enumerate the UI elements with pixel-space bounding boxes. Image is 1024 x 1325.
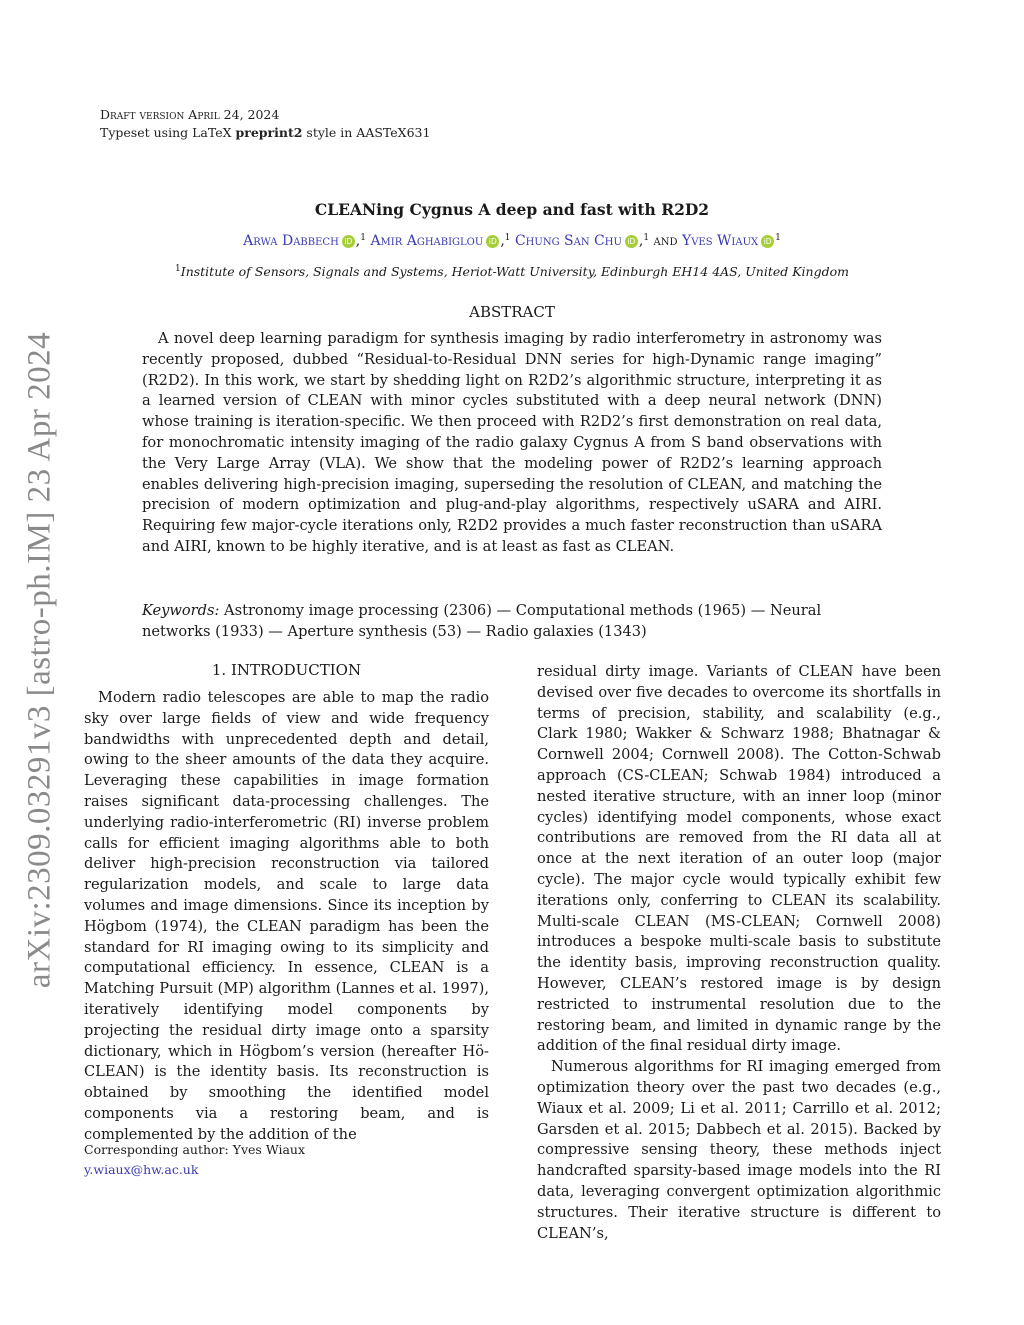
left-column	[84, 688, 489, 1146]
author-mark: 1	[360, 233, 366, 243]
header-meta	[100, 106, 430, 142]
intro-paragraph: residual dirty image. Variants of CLEAN have been devised over five decades to overcome its shortfalls in terms of precision, stability, and scalability (e.g., Clark 1980; Wakker & Schwarz 1988; Bhatnagar & Cornwell 2004; Cornwell 2008). The Cotton-Schwab approach (CS-CLEAN; Schwab 1984) introduced a nested iterative structure, with an inner loop (minor cycles) identifying model components, whose exact contributions are removed from the RI data all at once at the next iteration of an outer loop (major cycle). The major cycle would typically exhibit few iterations only, conferring to CLEAN its scalability. Multi-scale CLEAN (MS-CLEAN; Cornwell 2008) introduces a bespoke multi-scale basis to substitute the identity basis, improving reconstruction quality. However, CLEAN’s restored image is by design restricted to instrumental resolution due to the restoring beam, and limited in dynamic range by the addition of the final residual dirty image.	[537, 663, 941, 1055]
author-conjunction: and	[653, 233, 678, 249]
typeset-prefix: Typeset using	[100, 125, 193, 140]
author-name[interactable]: Amir Aghabiglou	[370, 233, 484, 249]
intro-paragraph: Numerous algorithms for RI imaging emerged from optimization theory over the past two decades (e.g., Wiaux et al. 2009; Li et al. 2011; Carrillo et al. 2012; Garsden et al. 2015; Dabbech et al. 2015). Backed by compressive sensing theory, these methods inject handcrafted sparsity-based image models into the RI data, leveraging convergent optimization algorithmic structures. Their iterative structure is different to CLEAN’s,	[537, 1058, 941, 1242]
latex-logo: LaTeX	[192, 125, 232, 140]
orcid-icon[interactable]: iD	[486, 235, 499, 248]
author-mark: 1	[775, 233, 781, 243]
keywords-list: Astronomy image processing (2306) — Computational methods (1965) — Neural networks (1933) — Aperture synthesis (53) — Radio galaxies (1343)	[142, 602, 822, 640]
arxiv-stamp: arXiv:2309.03291v3 [astro-ph.IM] 23 Apr 2024	[21, 331, 58, 989]
abstract-text: A novel deep learning paradigm for synthesis imaging by radio interferometry in astronomy was recently proposed, dubbed “Residual-to-Residual DNN series for high-Dynamic range imaging” (R2D2). In this work, we start by shedding light on R2D2’s algorithmic structure, interpreting it as a learned version of CLEAN with minor cycles substituted with a deep neural network (DNN) whose training is iteration-specific. We then proceed with R2D2’s first demonstration on real data, for monochromatic intensity imaging of the radio galaxy Cygnus A from S band observations with the Very Large Array (VLA). We show that the modeling power of R2D2’s learning approach enables delivering high-precision imaging, superseding the resolution of CLEAN, and matching the precision of modern optimization and plug-and-play algorithms, respectively uSARA and AIRI. Requiring few major-cycle iterations only, R2D2 provides a much faster reconstruction than uSARA and AIRI, known to be highly iterative, and is at least as fast as CLEAN.	[142, 330, 882, 555]
draft-line: Draft version April 24, 2024	[100, 107, 280, 122]
author-list: Arwa Dabbech iD ,$^1$ Amir Aghabiglou iD ,$^1$ Chung San Chu iD ,$^1$ and Yves Wiaux iD $^1$	[243, 233, 781, 249]
paper-title: CLEANing Cygnus A deep and fast with R2D2	[314, 200, 710, 219]
typeset-style: preprint2	[235, 125, 303, 140]
email-link[interactable]: y.wiaux@hw.ac.uk	[84, 1162, 199, 1177]
affiliation-text: Institute of Sensors, Signals and Systems, Heriot-Watt University, Edinburgh EH14 4AS, United Kingdom	[180, 264, 849, 279]
typeset-suffix: style in AASTeX631	[302, 125, 431, 140]
orcid-icon[interactable]: iD	[761, 235, 774, 248]
author-mark: 1	[643, 233, 650, 243]
author-name[interactable]: Chung San Chu	[514, 233, 622, 249]
keywords	[142, 600, 882, 642]
keywords-label: Keywords:	[142, 602, 220, 619]
section-heading: 1. INTRODUCTION	[211, 661, 362, 679]
abstract-heading: ABSTRACT	[469, 303, 555, 321]
typeset-line	[100, 124, 430, 142]
affiliation-mark: 1	[175, 264, 181, 274]
intro-paragraph: Modern radio telescopes are able to map the radio sky over large fields of view and wide frequency bandwidths with unprecedented depth and detail, owing to the sheer amounts of the data they acquire. Leveraging these capabilities in image formation raises significant data-processing challenges. The underlying radio-interferometric (RI) inverse problem calls for efficient imaging algorithms able to both deliver high-precision reconstruction via tailored regularization models, and scale to large data volumes and image dimensions. Since its inception by Högbom (1974), the CLEAN paradigm has been the standard for RI imaging owing to its simplicity and computational efficiency. In essence, CLEAN is a Matching Pursuit (MP) algorithm (Lannes et al. 1997), iteratively identifying model components by projecting the residual dirty image onto a sparsity dictionary, which in Högbom’s version (hereafter Hö-CLEAN) is the identity basis. Its reconstruction is obtained by smoothing the identified model components via a restoring beam, and is complemented by the addition of the	[84, 689, 489, 1143]
author-name[interactable]: Yves Wiaux	[681, 233, 759, 249]
footnote	[84, 1140, 305, 1180]
author-mark: 1	[504, 233, 511, 243]
author-name[interactable]: Arwa Dabbech	[243, 233, 339, 249]
right-column	[537, 662, 941, 1244]
orcid-icon[interactable]: iD	[342, 235, 355, 248]
corresponding-author: Corresponding author: Yves Wiaux	[84, 1142, 305, 1157]
orcid-icon[interactable]: iD	[625, 235, 638, 248]
affiliation	[0, 264, 1024, 279]
